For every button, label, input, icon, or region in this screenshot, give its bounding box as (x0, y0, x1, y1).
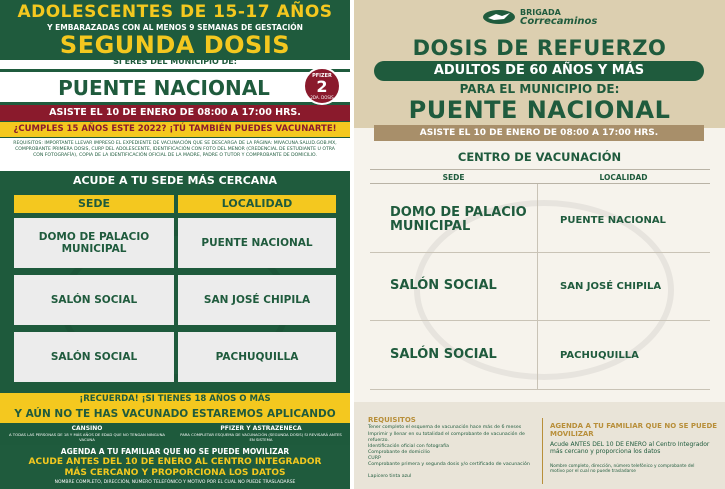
right-req-title: REQUISITOS (368, 416, 416, 424)
badge-caption: 2DA. DOSIS (310, 95, 334, 100)
left-requirements: REQUISITOS: IMPORTANTE LLEVAR IMPRESO EL EXPEDIENTE DE VACUNACIÓN QUE SE DESCARGA DE LA PÁGINA: MIVACUNA.SALUD.GOB.MX, COMPROBANTE PRIMERA DOSIS, CURP DEL ADOLESCENTE, IDENTIFICACIÓN CON FOTO DEL MENOR (CREDENCIAL DE ESTUDIANTE U OTRA CON FOTOGRAFÍA), COPIA DE LA IDENTIFICACIÓN OFICIAL DE LA MADRE, PADRE O TUTOR Y COMPROBANTE DE DOMICILIO. (0, 138, 350, 171)
right-agenda-small: Nombre completo, dirección, número telefónico y comprobante del motivo por el cual no puede trasladarse (550, 464, 695, 475)
right-req-item: Comprobante primera y segunda dosis y/o certificado de vacunación (368, 462, 530, 467)
left-poster (0, 0, 350, 489)
right-centro-title: CENTRO DE VACUNACIÓN (457, 150, 622, 164)
left-municipio: PUENTE NACIONAL (58, 76, 270, 100)
left-municipio-label: SI ERES DEL MUNICIPIO DE: (113, 57, 237, 66)
right-agenda-title: AGENDA A TU FAMILIAR QUE NO SE PUEDE MOVILIZAR (550, 422, 718, 438)
left-title-line1: ADOLESCENTES DE 15-17 AÑOS (17, 2, 333, 22)
right-footer-separator (542, 418, 543, 484)
right-header (354, 0, 725, 128)
left-row1-localidad: PUENTE NACIONAL (178, 218, 336, 268)
right-para-line: PARA EL MUNICIPIO DE: (459, 82, 620, 96)
pfizer-astra-text: PARA COMPLETAR ESQUEMA DE VACUNACIÓN (SEGUNDA DOSIS) SI REVISARÁ ANTES EN SISTEMA (180, 432, 342, 442)
brand-top: BRIGADA (520, 8, 561, 17)
right-req-item: Comprobante de domicilio (368, 450, 430, 455)
right-agenda-body: Acude ANTES DEL 10 DE ENERO al Centro Integrador más cercano y proporciona los datos (550, 441, 710, 455)
cansino-block (4, 425, 170, 443)
left-title-line2: Y EMBARAZADAS CON AL MENOS 9 SEMANAS DE GESTACIÓN (47, 23, 303, 32)
left-row3-sede: SALÓN SOCIAL (14, 332, 174, 382)
left-header-localidad: LOCALIDAD (178, 195, 336, 213)
left-row1-sede: DOMO DE PALACIO MUNICIPAL (14, 218, 174, 268)
right-header-localidad: LOCALIDAD (537, 169, 710, 184)
right-req-item: Lapicero tinta azul (368, 474, 412, 479)
right-row-divider (370, 252, 710, 253)
left-sede-table (0, 190, 350, 386)
pfizer-astra-block (178, 425, 344, 443)
left-aun-line: Y AÚN NO TE HAS VACUNADO ESTAREMOS APLICANDO (0, 406, 350, 423)
right-row2-localidad: SAN JOSÉ CHIPILA (560, 280, 662, 292)
right-header-sede: SEDE (370, 169, 537, 184)
right-subtitle: ADULTOS DE 60 AÑOS Y MÁS (374, 61, 704, 81)
left-row2-sede: SALÓN SOCIAL (14, 275, 174, 325)
pfizer-second-dose-badge (303, 67, 341, 105)
right-req-item: Imprimir y llenar en su totalidad el comprobante de vacunación de refuerzo. (368, 432, 525, 443)
left-recuerda-line: ¡RECUERDA! ¡SI TIENES 18 AÑOS O MÁS (0, 393, 350, 406)
left-municipio-box (0, 72, 350, 102)
left-header-sede: SEDE (14, 195, 174, 213)
right-req-item: CURP (368, 456, 381, 461)
badge-number: 2 (316, 77, 328, 96)
left-title-main: SEGUNDA DOSIS (59, 31, 291, 59)
right-row1-sede: DOMO DE PALACIO MUNICIPAL (390, 205, 527, 234)
right-req-item: Tener completo el esquema de vacunación hace más de 6 meses (368, 425, 522, 430)
left-row3-localidad: PACHUQUILLA (178, 332, 336, 382)
right-row1-localidad: PUENTE NACIONAL (560, 214, 666, 226)
left-familiar-block (0, 445, 350, 489)
right-row2-sede: SALÓN SOCIAL (390, 278, 497, 293)
right-footer (354, 402, 725, 489)
left-familiar-line2: MÁS CERCANO Y PROPORCIONA LOS DATOS (64, 468, 286, 478)
pfizer-astra-title: PFIZER Y ASTRAZENECA (220, 425, 302, 432)
left-acude-line: ACUDE A TU SEDE MÁS CERCANA (0, 172, 350, 190)
right-row-divider (370, 389, 710, 390)
right-date-line: ASISTE EL 10 DE ENERO DE 08:00 A 17:00 HRS. (374, 125, 704, 141)
left-familiar-title: AGENDA A TU FAMILIAR QUE NO SE PUEDE MOVILIZAR (60, 447, 290, 456)
left-age15-line: ¿CUMPLES 15 AÑOS ESTE 2022? ¡TÚ TAMBIÉN PUEDES VACUNARTE! (0, 122, 350, 137)
right-title: DOSIS DE REFUERZO (412, 36, 667, 60)
right-row-divider (370, 320, 710, 321)
left-row2-localidad: SAN JOSÉ CHIPILA (178, 275, 336, 325)
right-poster (354, 0, 725, 489)
left-date-line: ASISTE EL 10 DE ENERO DE 08:00 A 17:00 HRS. (0, 105, 350, 121)
right-req-item: Identificación oficial con fotografía (368, 444, 450, 449)
left-familiar-small: NOMBRE COMPLETO, DIRECCIÓN, NÚMERO TELEFÓNICO Y MOTIVO POR EL CUAL NO PUEDE TRASLADARSE (54, 480, 296, 485)
right-municipio: PUENTE NACIONAL (408, 96, 671, 124)
brigada-logo-icon (482, 9, 516, 25)
right-row3-localidad: PACHUQUILLA (560, 349, 639, 361)
cansino-title: CANSINO (71, 425, 103, 432)
right-row3-sede: SALÓN SOCIAL (390, 347, 497, 362)
left-familiar-line1: ACUDE ANTES DEL 10 DE ENERO AL CENTRO INTEGRADOR (28, 457, 322, 467)
left-header (0, 0, 350, 111)
brand-name: Correcaminos (520, 16, 598, 27)
badge-brand: PFIZER (312, 73, 332, 79)
cansino-text: A TODAS LAS PERSONAS DE 18 Y MÁS AÑOS DE EDAD QUE NO TENGAN NINGUNA VACUNA (8, 432, 166, 442)
